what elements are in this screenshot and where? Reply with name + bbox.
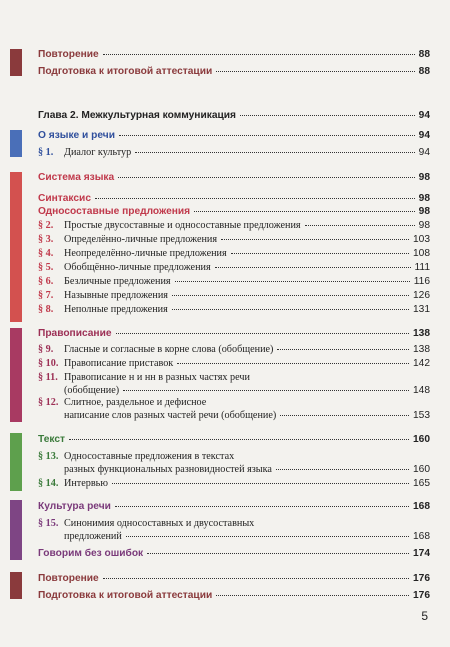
section-number: § 1. <box>38 147 54 158</box>
toc-title: (обобщение) <box>64 385 120 396</box>
toc-row[interactable] <box>38 434 430 445</box>
toc-row[interactable] <box>38 290 430 301</box>
leader-dots <box>305 225 415 226</box>
leader-dots <box>115 506 409 507</box>
leader-dots <box>103 578 409 579</box>
toc-row[interactable] <box>38 172 430 183</box>
page-number: 5 <box>421 609 428 623</box>
toc-title: Слитное, раздельное и дефисное <box>64 397 207 408</box>
toc-page: 176 <box>413 590 430 601</box>
leader-dots <box>126 536 409 537</box>
toc-title: Односоставные предложения в текстах <box>64 451 235 462</box>
toc-row[interactable] <box>38 328 430 339</box>
section-number: § 12. <box>38 397 59 408</box>
toc-page: 138 <box>413 328 430 339</box>
leader-dots <box>118 177 414 178</box>
toc-page: 103 <box>413 234 430 245</box>
section-number: § 10. <box>38 358 59 369</box>
section-number: § 2. <box>38 220 54 231</box>
leader-dots <box>135 152 414 153</box>
leader-dots <box>280 415 409 416</box>
leader-dots <box>216 595 409 596</box>
toc-page: 111 <box>414 262 430 273</box>
toc-title: Диалог культур <box>64 147 132 158</box>
toc-row[interactable] <box>38 451 430 462</box>
toc-title: Говорим без ошибок <box>38 548 144 559</box>
leader-dots <box>216 71 414 72</box>
leader-dots <box>240 115 415 116</box>
section-number: § 3. <box>38 234 54 245</box>
repeat-bar-2 <box>10 572 22 599</box>
toc-page: 94 <box>418 147 430 158</box>
toc-page: 168 <box>413 501 430 512</box>
toc-row[interactable] <box>38 548 430 559</box>
toc-title: Правописание н и нн в разных частях речи <box>64 372 250 383</box>
leader-dots <box>103 54 415 55</box>
toc-title: Повторение <box>38 49 99 60</box>
leader-dots <box>194 211 415 212</box>
toc-row[interactable] <box>38 590 430 601</box>
toc-row[interactable] <box>38 276 430 287</box>
toc-title: Гласные и согласные в корне слова (обобщение) <box>64 344 274 355</box>
toc-row[interactable] <box>38 385 430 396</box>
toc-row[interactable] <box>38 410 430 421</box>
toc-page: 168 <box>413 531 430 542</box>
toc-row[interactable] <box>38 372 430 383</box>
leader-dots <box>123 390 409 391</box>
toc-title: Повторение <box>38 573 99 584</box>
toc-page: 94 <box>418 130 430 141</box>
toc-row[interactable] <box>38 220 430 231</box>
toc-title: Односоставные предложения <box>38 206 191 217</box>
toc-page: 176 <box>413 573 430 584</box>
toc-title: Неполные предложения <box>64 304 168 315</box>
toc-row[interactable] <box>38 304 430 315</box>
leader-dots <box>95 198 415 199</box>
culture-bar <box>10 500 22 560</box>
toc-title: Обобщённо-личные предложения <box>64 262 211 273</box>
toc-title: Культура речи <box>38 501 111 512</box>
section-number: § 6. <box>38 276 54 287</box>
leader-dots <box>116 333 409 334</box>
toc-row[interactable] <box>38 358 430 369</box>
toc-title: предложений <box>64 531 122 542</box>
spell-bar <box>10 328 22 422</box>
toc-page: 98 <box>418 172 430 183</box>
toc-row[interactable] <box>38 501 430 512</box>
lang-bar <box>10 130 22 157</box>
section-number: § 13. <box>38 451 59 462</box>
leader-dots <box>177 363 409 364</box>
toc-page: 98 <box>418 220 430 231</box>
toc-title: Система языка <box>38 172 115 183</box>
toc-title: Подготовка к итоговой аттестации <box>38 66 213 77</box>
section-number: § 7. <box>38 290 54 301</box>
toc-row[interactable] <box>38 147 430 158</box>
toc-page: 98 <box>418 193 430 204</box>
leader-dots <box>172 309 409 310</box>
chapter-title: Глава 2. Межкультурная коммуникация <box>38 110 236 121</box>
section-number: § 11. <box>38 372 58 383</box>
toc-title: написание слов разных частей речи (обобщение) <box>64 410 277 421</box>
toc-title: Правописание <box>38 328 112 339</box>
toc-page: 116 <box>413 276 430 287</box>
leader-dots <box>147 553 409 554</box>
toc-page: 88 <box>418 66 430 77</box>
leader-dots <box>69 439 409 440</box>
toc-title: Синонимия односоставных и двусоставных <box>64 518 255 529</box>
toc-title: разных функциональных разновидностей языка <box>64 464 272 475</box>
toc-title: Неопределённо-личные предложения <box>64 248 227 259</box>
syntax-bar <box>10 172 22 322</box>
toc-row[interactable] <box>38 397 430 408</box>
toc-title: Синтаксис <box>38 193 91 204</box>
section-number: § 14. <box>38 478 59 489</box>
leader-dots <box>231 253 409 254</box>
toc-title: Безличные предложения <box>64 276 171 287</box>
toc-title: Определённо-личные предложения <box>64 234 218 245</box>
leader-dots <box>276 469 409 470</box>
toc-row[interactable] <box>38 464 430 475</box>
leader-dots <box>215 267 411 268</box>
toc-title: Правописание приставок <box>64 358 174 369</box>
section-number: § 9. <box>38 344 54 355</box>
toc-row[interactable] <box>38 234 430 245</box>
toc-row[interactable] <box>38 206 430 217</box>
leader-dots <box>221 239 409 240</box>
toc-row[interactable] <box>38 262 430 273</box>
leader-dots <box>172 295 409 296</box>
toc-page: 153 <box>413 410 430 421</box>
toc-page: 174 <box>413 548 430 559</box>
toc-title: О языке и речи <box>38 130 115 141</box>
toc-row[interactable] <box>38 573 430 584</box>
toc-row[interactable] <box>38 248 430 259</box>
toc-page: 94 <box>418 110 430 121</box>
toc-page: 160 <box>413 434 430 445</box>
leader-dots <box>119 135 415 136</box>
toc-row[interactable] <box>38 518 430 529</box>
toc-page: 138 <box>413 344 430 355</box>
leader-dots <box>277 349 409 350</box>
toc-page: 160 <box>413 464 430 475</box>
toc-page: 165 <box>413 478 430 489</box>
leader-dots <box>112 483 409 484</box>
toc-title: Простые двусоставные и односоставные предложения <box>64 220 301 231</box>
toc-page: 126 <box>413 290 430 301</box>
toc-title: Текст <box>38 434 66 445</box>
leader-dots <box>175 281 410 282</box>
toc-row[interactable] <box>38 66 430 77</box>
chapter-row[interactable] <box>38 110 430 121</box>
toc-row[interactable] <box>38 531 430 542</box>
toc-page: 148 <box>413 385 430 396</box>
toc-title: Назывные предложения <box>64 290 168 301</box>
repeat-bar-1 <box>10 49 22 76</box>
toc-row[interactable] <box>38 49 430 60</box>
section-number: § 15. <box>38 518 59 529</box>
toc-page: 88 <box>418 49 430 60</box>
toc-row[interactable] <box>38 130 430 141</box>
toc-row[interactable] <box>38 344 430 355</box>
toc-page: 142 <box>413 358 430 369</box>
toc-row[interactable] <box>38 193 430 204</box>
toc-row[interactable] <box>38 478 430 489</box>
section-number: § 5. <box>38 262 54 273</box>
text-bar <box>10 433 22 491</box>
section-number: § 4. <box>38 248 54 259</box>
toc-page: 131 <box>413 304 430 315</box>
section-number: § 8. <box>38 304 54 315</box>
toc-title: Интервью <box>64 478 108 489</box>
toc-page: 108 <box>413 248 430 259</box>
toc-page: 98 <box>418 206 430 217</box>
toc-title: Подготовка к итоговой аттестации <box>38 590 213 601</box>
